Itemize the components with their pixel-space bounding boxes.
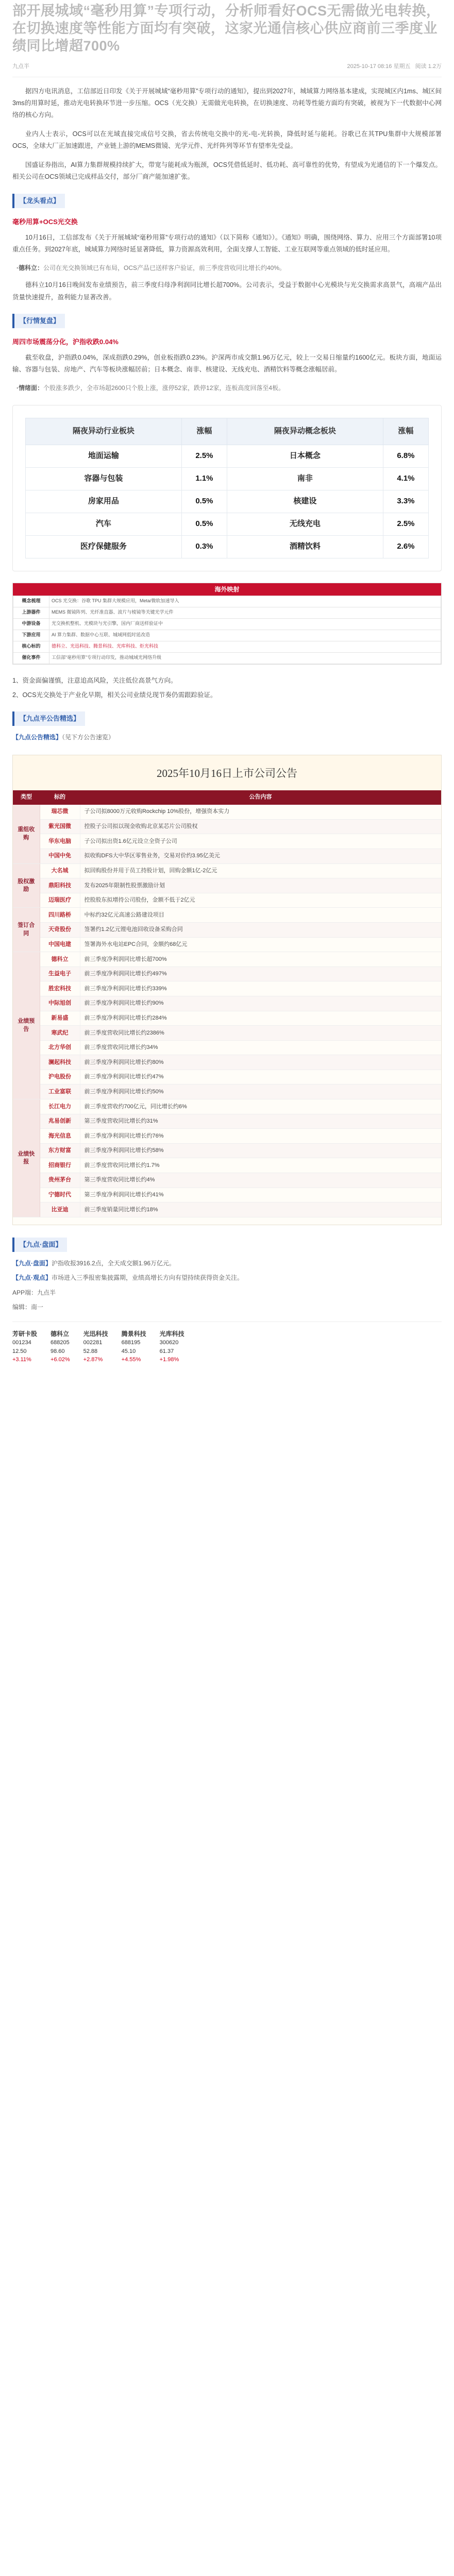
article-title: 部开展城域“毫秒用算”专项行动，分析师看好OCS无需做光电转换，在切换速度等性能方面均有突破，这家光通信核心供应商前三季度业绩同比增超700%	[12, 3, 441, 54]
announcement-row	[13, 967, 441, 981]
announcement-content: 前三季度销量同比增长约18%	[80, 1202, 441, 1217]
stock-price: 52.88	[83, 1348, 98, 1354]
company-name[interactable]: 工业富联	[40, 1084, 80, 1099]
company-name[interactable]: 四川路桥	[40, 908, 80, 923]
stock-quote-card[interactable]	[12, 1329, 37, 1364]
section-tag: 【九点半公告精选】	[12, 711, 85, 726]
announcement-content: 子公司拟出资1.6亿元设立全资子公司	[80, 834, 441, 849]
stock-quote-card[interactable]	[122, 1329, 146, 1364]
stock-change: +4.55%	[121, 1357, 141, 1363]
banner-title: 海外映射	[13, 583, 441, 596]
announcement-row	[13, 1158, 441, 1173]
row-category: 上游器件	[13, 607, 49, 618]
row-detail: 德科立、光迅科技、腾景科技、光库科技、炬光科技	[49, 641, 441, 652]
table-cell: 0.5%	[181, 490, 227, 513]
announcement-row	[13, 1143, 441, 1158]
announcement-row	[13, 1114, 441, 1129]
announcement-group: 业绩快报	[13, 1099, 40, 1217]
tip-line: 2、OCS光交换处于产业化早期，相关公司业绩兑现节奏仍需跟踪验证。	[12, 691, 217, 699]
announcement-group: 签订合同	[13, 908, 40, 952]
announcement-row	[13, 1011, 441, 1026]
section-tag: 【行情复盘】	[12, 314, 65, 328]
announcement-row	[13, 937, 441, 952]
announcement-content: 第三季度营收同比增长约31%	[80, 1114, 441, 1129]
market-body: 截至收盘，沪指跌0.04%，深成指跌0.29%，创业板指跌0.23%。沪深两市成交额1.96万亿元，较上一交易日缩量约1600亿元。板块方面，地面运输、容器与包装、房地产、汽车等板块涨幅居前；日本概念、南非、核建设、无线充电、酒精饮料等概念涨幅居前。	[12, 353, 442, 373]
section-header	[12, 194, 442, 208]
table-cell: 6.8%	[383, 445, 428, 467]
focus-body: 10月16日，工信部发布《关于开展城域“毫秒用算”专项行动的通知》（以下简称《通知》）。《通知》明确，围绕网络、算力、应用三个方面部署10项重点任务。到2027年底，城域算力网络时延显著降低，算力资源高效利用，全面支撑人工智能、工业互联网等重点领域的低时延应用。	[12, 233, 442, 253]
table-cell: 0.5%	[181, 513, 227, 535]
stock-quote-card[interactable]	[51, 1329, 70, 1364]
company-name[interactable]: 德科立	[40, 952, 80, 967]
table-row	[13, 641, 441, 652]
stock-code: 002281	[83, 1340, 103, 1346]
article-source: 九点半	[12, 63, 29, 70]
stock-quote-card[interactable]	[83, 1329, 108, 1364]
company-name[interactable]: 海光信息	[40, 1129, 80, 1144]
announcement-content: 前三季度净利润同比增长约80%	[80, 1055, 441, 1070]
announcement-content: 前三季度净利润同比增长约50%	[80, 1084, 441, 1099]
company-name[interactable]: 宁德时代	[40, 1188, 80, 1202]
announcement-row	[13, 849, 441, 863]
announcement-group: 股权激励	[13, 863, 40, 908]
table-row	[13, 652, 441, 664]
row-detail: MEMS 微镜阵列、光纤准直器、波片与棱镜等关键光学元件	[49, 607, 441, 618]
announcement-content: 第三季度净利润同比增长约41%	[80, 1188, 441, 1202]
announcement-row	[13, 981, 441, 996]
table-cell: 南非	[227, 467, 383, 490]
company-name[interactable]: 招商银行	[40, 1158, 80, 1173]
table-cell: 0.3%	[181, 535, 227, 558]
article-date: 2025-10-17 08:16 星期五	[347, 63, 411, 70]
sector-table	[25, 418, 429, 558]
announcement-row	[13, 1099, 441, 1114]
table-cell: 酒精饮料	[227, 535, 383, 558]
table-cell: 3.3%	[383, 490, 428, 513]
row-category: 核心标的	[13, 641, 49, 652]
tip-line: 1、资金面偏谨慎，注意追高风险，关注低位高景气方向。	[12, 676, 177, 684]
announcement-content: 签署约1.2亿元锂电池回收设备采购合同	[80, 922, 441, 937]
stock-price: 12.50	[12, 1348, 27, 1354]
stock-quote-card[interactable]	[160, 1329, 184, 1364]
table-row	[26, 490, 429, 513]
company-name[interactable]: 中国电建	[40, 937, 80, 952]
announcement-content: 前三季度净利润同比增长约339%	[80, 981, 441, 996]
notice-lead: 【九点公告精选】（见下方公告速览）	[12, 733, 115, 741]
company-name[interactable]: 华东电脑	[40, 834, 80, 849]
table-cell: 房家用品	[26, 490, 182, 513]
stock-change: +6.02%	[51, 1357, 70, 1363]
company-name[interactable]: 长江电力	[40, 1099, 80, 1114]
stock-name: 芳研卡股	[12, 1330, 38, 1338]
announcement-table	[13, 790, 441, 1217]
section-header	[12, 314, 442, 328]
announcement-row	[13, 1055, 441, 1070]
market-head: 周四市场震荡分化，沪指收跌0.04%	[12, 337, 119, 346]
stock-change: +1.98%	[159, 1357, 179, 1363]
table-row	[26, 467, 429, 490]
announcement-row	[13, 893, 441, 908]
focus-body-2: 德科立10月16日晚间发布业绩预告，前三季度归母净利润同比增长超700%。公司表示，受益于数据中心光模块与光交换需求高景气，高端产品出货量快速提升，盈利能力显著改善。	[12, 281, 442, 301]
intro-paragraph: 业内人士表示，OCS可以在光域直接完成信号交换，省去传统电交换中的光-电-光转换，降低时延与能耗。谷歌已在其TPU集群中大规模部署OCS，全球大厂正加速跟进，产业链上游的MEMS微镜、光学元件、光纤阵列等环节有望率先受益。	[12, 130, 442, 150]
announcement-content: 发布2025年限制性股票激励计划	[80, 878, 441, 893]
article-meta	[12, 62, 442, 72]
table-cell: 地面运输	[26, 445, 182, 467]
table-cell: 1.1%	[181, 467, 227, 490]
announcement-content: 拟回购股份并用于员工持股计划，回购金额1亿-2亿元	[80, 863, 441, 878]
table-row	[26, 535, 429, 558]
announcement-row	[13, 1084, 441, 1099]
announcement-row	[13, 1070, 441, 1084]
footer-line: 【九点·盘面】沪指收报3916.2点，全天成交额1.96万亿元。	[12, 1259, 176, 1267]
table-cell: 汽车	[26, 513, 182, 535]
table-row	[13, 630, 441, 641]
row-detail: 光交换机整机、光模块与光引擎，国内厂商送样验证中	[49, 618, 441, 630]
announcement-content: 前三季度净利润同比增长超700%	[80, 952, 441, 967]
table-header-cell: 隔夜异动概念板块	[227, 418, 383, 445]
announcement-content: 第三季度营收同比增长约4%	[80, 1173, 441, 1188]
section-header	[12, 711, 442, 726]
section-header	[12, 1238, 442, 1252]
col-type: 类型	[13, 790, 40, 805]
announcement-content: 前三季度营收同比增长约2386%	[80, 1026, 441, 1041]
stock-name: 德科立	[51, 1330, 70, 1338]
company-name[interactable]: 中际旭创	[40, 996, 80, 1011]
company-name[interactable]: 贵州茅台	[40, 1173, 80, 1188]
stock-price: 61.37	[159, 1348, 174, 1354]
announcement-row	[13, 805, 441, 820]
announcement-row	[13, 996, 441, 1011]
market-note: ·情绪面：个股涨多跌少，全市场超2600只个股上涨，涨停52家，跌停12家，连板高度回落至4板。	[16, 384, 285, 392]
row-category: 概念梳理	[13, 596, 49, 607]
row-detail: OCS 光交换：谷歌 TPU 集群大规模应用，Meta/微软加速导入	[49, 596, 441, 607]
announcement-group: 重组收购	[13, 805, 40, 863]
announcement-content: 签署海外水电站EPC合同，金额约68亿元	[80, 937, 441, 952]
announcement-row	[13, 1129, 441, 1144]
focus-head: 毫秒用算+OCS光交换	[12, 217, 78, 226]
stock-price: 45.10	[121, 1348, 136, 1354]
table-row	[26, 513, 429, 535]
table-header-cell: 涨幅	[181, 418, 227, 445]
app-line: APP端：九点半	[12, 1289, 56, 1296]
bulletin-title: 2025年10月16日上市公司公告	[13, 755, 441, 790]
company-name[interactable]: 紫光国微	[40, 819, 80, 834]
table-cell: 2.5%	[383, 513, 428, 535]
stock-name: 光迅科技	[83, 1330, 108, 1338]
table-cell: 容器与包装	[26, 467, 182, 490]
announcement-content: 控股股东拟增持公司股份，金额不低于2亿元	[80, 893, 441, 908]
announcement-row	[13, 1188, 441, 1202]
row-detail: 工信部“毫秒用算”专项行动印发，推动城域光网络升级	[49, 652, 441, 664]
stock-change: +2.87%	[83, 1357, 103, 1363]
table-row	[13, 607, 441, 618]
table-row	[13, 618, 441, 630]
stock-code: 300620	[159, 1340, 179, 1346]
stock-price: 98.60	[51, 1348, 65, 1354]
announcement-row	[13, 863, 441, 878]
company-name[interactable]: 东方财富	[40, 1143, 80, 1158]
article-views: 阅读 1.2万	[415, 63, 442, 70]
stock-code: 688195	[121, 1340, 141, 1346]
announcement-content: 前三季度净利润同比增长约47%	[80, 1070, 441, 1084]
announcement-row	[13, 878, 441, 893]
company-name[interactable]: 兆易创新	[40, 1114, 80, 1129]
company-name[interactable]: 大名城	[40, 863, 80, 878]
announcement-row	[13, 922, 441, 937]
table-header-cell: 隔夜异动行业板块	[26, 418, 182, 445]
announcement-row	[13, 908, 441, 923]
ocs-mapping-banner	[12, 583, 442, 665]
company-name[interactable]: 沪电股份	[40, 1070, 80, 1084]
company-name[interactable]: 比亚迪	[40, 1202, 80, 1217]
footer-line: 【九点·观点】市场进入三季报密集披露期，业绩高增长方向有望持续获得资金关注。	[12, 1274, 244, 1282]
announcement-row	[13, 1026, 441, 1041]
announcement-content: 前三季度净利润同比增长约497%	[80, 967, 441, 981]
row-category: 催化事件	[13, 652, 49, 664]
stock-change: +3.11%	[12, 1357, 31, 1363]
section-tag: 【龙头看点】	[12, 194, 65, 208]
announcement-content: 拟收购DFS大中华区零售业务，交易对价约3.95亿美元	[80, 849, 441, 863]
company-name[interactable]: 寒武纪	[40, 1026, 80, 1041]
announcement-row	[13, 1202, 441, 1217]
row-category: 中游设备	[13, 618, 49, 630]
company-name[interactable]: 天奇股份	[40, 922, 80, 937]
table-cell: 医疗保健服务	[26, 535, 182, 558]
announcement-content: 子公司拟8000万元收购Rockchip 10%股份，增强资本实力	[80, 805, 441, 820]
announcement-content: 前三季度净利润同比增长约76%	[80, 1129, 441, 1144]
company-name[interactable]: 瑞芯微	[40, 805, 80, 820]
announcement-content: 前三季度净利润同比增长约284%	[80, 1011, 441, 1026]
table-cell: 核建设	[227, 490, 383, 513]
section-tag: 【九点·盘面】	[12, 1238, 67, 1252]
table-cell: 无线充电	[227, 513, 383, 535]
announcement-content: 前三季度净利润同比增长约90%	[80, 996, 441, 1011]
stock-quotes	[12, 1321, 442, 1364]
col-content: 公告内容	[80, 790, 441, 805]
stock-code: 688205	[51, 1340, 70, 1346]
table-cell: 4.1%	[383, 467, 428, 490]
company-name[interactable]: 新易盛	[40, 1011, 80, 1026]
company-name[interactable]: 迈瑞医疗	[40, 893, 80, 908]
announcement-content: 前三季度净利润同比增长约58%	[80, 1143, 441, 1158]
company-name[interactable]: 澜起科技	[40, 1055, 80, 1070]
announcement-row	[13, 1040, 441, 1055]
stock-name: 光库科技	[159, 1330, 184, 1338]
sector-table-card	[12, 405, 442, 571]
announcement-content: 控股子公司拟以现金收购北京某芯片公司股权	[80, 819, 441, 834]
table-header-cell: 涨幅	[383, 418, 428, 445]
table-cell: 日本概念	[227, 445, 383, 467]
company-name[interactable]: 中国中免	[40, 849, 80, 863]
announcement-content: 前三季度营收同比增长约34%	[80, 1040, 441, 1055]
table-cell: 2.6%	[383, 535, 428, 558]
intro-paragraph: 国盛证券指出，AI算力集群规模持续扩大，带宽与能耗成为瓶颈，OCS凭借低延时、低功耗、高可靠性的优势，有望成为光通信的下一个爆发点。相关公司在OCS领域已完成样品交付，部分厂商产能加速扩张。	[12, 161, 442, 181]
company-name[interactable]: 生益电子	[40, 967, 80, 981]
announcement-group: 业绩预告	[13, 952, 40, 1099]
company-name[interactable]: 鼎阳科技	[40, 878, 80, 893]
announcement-row	[13, 1173, 441, 1188]
table-row	[26, 445, 429, 467]
company-name[interactable]: 北方华创	[40, 1040, 80, 1055]
editor-line: 编辑：南一	[12, 1303, 44, 1311]
announcement-row	[13, 819, 441, 834]
announcement-content: 前三季度营收约700亿元，同比增长约6%	[80, 1099, 441, 1114]
company-name[interactable]: 胜宏科技	[40, 981, 80, 996]
stock-code: 001234	[12, 1340, 31, 1346]
row-detail: AI 算力集群、数据中心互联、城域网低时延改造	[49, 630, 441, 641]
announcement-bulletin	[12, 755, 442, 1225]
table-row	[13, 596, 441, 607]
table-cell: 2.5%	[181, 445, 227, 467]
col-name: 标的	[40, 790, 80, 805]
announcement-row	[13, 952, 441, 967]
announcement-content: 前三季度营收同比增长约1.7%	[80, 1158, 441, 1173]
row-category: 下游应用	[13, 630, 49, 641]
announcement-content: 中标约32亿元高速公路建设项目	[80, 908, 441, 923]
announcement-row	[13, 834, 441, 849]
ocs-mapping-table	[13, 596, 441, 664]
focus-note: ·德科立：公司在光交换领域已有布局，OCS产品已送样客户验证，前三季度营收同比增长约40%。	[16, 264, 286, 272]
stock-name: 腾景科技	[121, 1330, 146, 1338]
intro-paragraph: 据四方电讯消息，工信部近日印发《关于开展城域“毫秒用算”专项行动的通知》，提出到2027年，城域算力网络基本建成，实现城区内1ms、城区间3ms的用算时延，推动光电转换环节进一步压缩。OCS（光交换）无需做光电转换，在切换速度、功耗等性能方面均有突破，被视为下一代数据中心网络的核心方向。	[12, 87, 442, 118]
